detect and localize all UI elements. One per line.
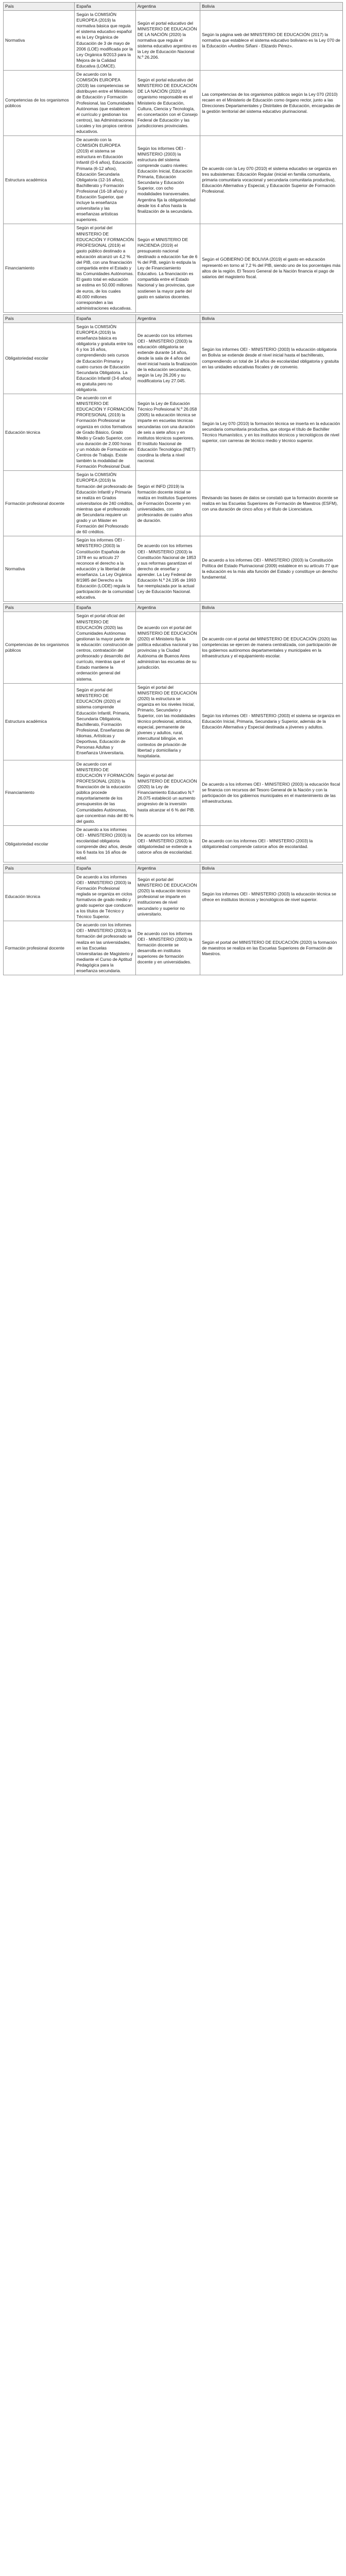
row-label: Formación profesional docente [4,471,75,536]
table-cell: Según la COMISIÓN EUROPEA (2019) la normativa básica que regula el sistema educativo español es la Ley Orgánica de Educación de 3 de mayo de 2006 (LOE) modificada por la Ley Orgánica 8/2013 para la Mejora de la Calidad Educativa (LOMCE). [75,11,136,71]
table-cell: Según la Ley de Educación Técnico Profesional N.º 26.058 (2005) la educación técnica se imparte en escuelas técnicas secundarias con una duración de seis a siete años y en institutos técnicos superiores. El Instituto Nacional de Educación Tecnológica (INET) coordina la oferta a nivel nacional. [135,394,200,471]
table-row [4,394,343,471]
document-page [0,0,346,977]
table-cell: De acuerdo con los informes OEI - MINISTERIO (2003) la educación obligatoria se extiende durante 14 años, desde la sala de 4 años del nivel inicial hasta la finalización de la educación secundaria, según la Ley 26.206 y su modificatoria Ley 27.045. [135,323,200,394]
table-cell: De acuerdo con los informes OEI - MINISTERIO (2003) la formación docente se desarrolla en institutos superiores de formación docente y en universidades. [135,921,200,975]
table-cell: Según el MINISTERIO DE HACIENDA (2019) el presupuesto nacional destinado a educación fue de 6 % del PIB, según lo estipula la Ley de Financiamiento Educativo. La financiación es compartida entre el Estado Nacional y las provincias, que sostienen la mayor parte del gasto en salarios docentes. [135,224,200,312]
table-cell: Según el GOBIERNO DE BOLIVIA (2019) el gasto en educación representó en torno al 7,2 % del PIB, siendo uno de los porcentajes más altos de la región. El Tesoro General de la Nación financia el pago de salarios del magisterio fiscal. [200,224,343,312]
table-row [4,683,343,760]
table-cell: Según el portal del MINISTERIO DE EDUCACIÓN (2020) la educación técnico profesional se imparte en instituciones de nivel secundario y superior no universitario. [135,873,200,921]
table-row [4,224,343,312]
row-label: Educación técnica [4,394,75,471]
row-label: Normativa [4,536,75,602]
comparison-table [3,2,343,313]
table-row [4,921,343,975]
column-header: Argentina [135,865,200,873]
table-cell: Según el portal del MINISTERIO DE EDUCACIÓN (2020) el sistema comprende Educación Infantil, Primaria, Secundaria Obligatoria, Bachillerato, Formación Profesional, Enseñanzas de Idiomas, Artísticas y Deportivas, Educación de Personas Adultas y Enseñanza Universitaria. [75,683,136,760]
column-header: España [75,604,136,612]
table-cell: De acuerdo con los informes OEI - MINISTERIO (2003) la formación del profesorado se realiza en las universidades, en las Escuelas Universitarias de Magisterio y mediante el Curso de Aptitud Pedagógica para la enseñanza secundaria. [75,921,136,975]
table-cell: Según la COMISIÓN EUROPEA (2019) la formación del profesorado de Educación Infantil y Primaria se realiza en Grados universitarios de 240 créditos, mientras que el profesorado de Secundaria requiere un grado y un Máster en Formación del Profesorado de 60 créditos. [75,471,136,536]
table-cell: Según los informes OEI - MINISTERIO (2003) la Constitución Española de 1978 en su artículo 27 reconoce el derecho a la educación y la libertad de enseñanza. La Ley Orgánica 8/1985 del Derecho a la Educación (LODE) regula la participación de la comunidad educativa. [75,536,136,602]
table-cell: De acuerdo a los informes OEI - MINISTERIO (2003) la Formación Profesional reglada se organiza en ciclos formativos de grado medio y grado superior que conducen a los títulos de Técnico y Técnico Superior. [75,873,136,921]
row-label: Financiamiento [4,224,75,312]
table-row [4,471,343,536]
column-header: Bolivia [200,865,343,873]
table-header-row [4,3,343,11]
row-label: Obligatoriedad escolar [4,323,75,394]
table-cell: Según la Ley 070 (2010) la formación técnica se inserta en la educación secundaria comunitaria productiva, que otorga el título de Bachiller Técnico Humanístico, y en los institutos técnicos y tecnológicos de nivel superior, con carreras de técnico medio y técnico superior. [200,394,343,471]
table-cell: De acuerdo con el MINISTERIO DE EDUCACIÓN Y FORMACIÓN PROFESIONAL (2020) la financiación de la educación pública procede mayoritariamente de los presupuestos de las Comunidades Autónomas, que concentran más del 80 % del gasto. [75,760,136,825]
table-row [4,760,343,825]
table-cell: De acuerdo con la Ley 070 (2010) el sistema educativo se organiza en tres subsistemas: Educación Regular (inicial en familia comunitaria, primaria comunitaria vocacional y secundaria comunitaria productiva), Educación Alternativa y Especial, y Educación Superior de Formación Profesional. [200,136,343,224]
column-header: Bolivia [200,314,343,323]
column-header: Argentina [135,3,200,11]
column-header: País [4,314,75,323]
table-row [4,136,343,224]
table-row [4,323,343,394]
column-header: España [75,3,136,11]
table-cell: Según el portal educativo del MINISTERIO DE EDUCACIÓN DE LA NACIÓN (2020) la normativa que regula el sistema educativo argentino es la Ley de Educación Nacional N.º 26.206. [135,11,200,71]
comparison-table [3,603,343,862]
row-label: Estructura académica [4,683,75,760]
table-row [4,873,343,921]
table-cell: Según los informes OEI - MINISTERIO (2003) la educación obligatoria en Bolivia se extiende desde el nivel inicial hasta el bachillerato, comprendiendo un total de 14 años de escolaridad obligatoria y gratuita en las unidades educativas fiscales y de convenio. [200,323,343,394]
table-row [4,11,343,71]
table-cell: De acuerdo con la COMISIÓN EUROPEA (2019) el sistema se estructura en Educación Infantil (0-6 años), Educación Primaria (6-12 años), Educación Secundaria Obligatoria (12-16 años), Bachillerato y Formación Profesional (16-18 años) y Educación Superior, que incluye la enseñanza universitaria y las enseñanzas artísticas superiores. [75,136,136,224]
table-cell: Según los informes OEI - MINISTERIO (2003) la educación técnica se ofrece en institutos técnicos y tecnológicos de nivel superior. [200,873,343,921]
column-header: Argentina [135,604,200,612]
table-cell: Según el portal del MINISTERIO DE EDUCACIÓN (2020) la estructura se organiza en los niveles Inicial, Primario, Secundario y Superior, con las modalidades técnico profesional, artística, especial, permanente de jóvenes y adultos, rural, intercultural bilingüe, en contextos de privación de libertad y domiciliaria y hospitalaria. [135,683,200,760]
table-header-row [4,865,343,873]
column-header: País [4,3,75,11]
table-cell: Según el INFD (2019) la formación docente inicial se realiza en Institutos Superiores de Formación Docente y en universidades, con profesorados de cuatro años de duración. [135,471,200,536]
table-cell: De acuerdo con los informes OEI - MINISTERIO (2003) la obligatoriedad comprende catorce años de escolaridad. [200,825,343,862]
table-row [4,825,343,862]
column-header: Bolivia [200,604,343,612]
table-cell: Según el portal del MINISTERIO DE EDUCACIÓN Y FORMACIÓN PROFESIONAL (2019) el gasto público destinado a educación alcanzó un 4,2 % del PIB, con una financiación compartida entre el Estado y las Comunidades Autónomas. El gasto total en educación se estima en 50.000 millones de euros, de los cuales 40.000 millones corresponden a las administraciones educativas. [75,224,136,312]
table-cell: Según el portal educativo del MINISTERIO DE EDUCACIÓN DE LA NACIÓN (2020) el organismo responsable es el Ministerio de Educación, Cultura, Ciencia y Tecnología, en concertación con el Consejo Federal de Educación y las jurisdicciones provinciales. [135,71,200,136]
table-cell: De acuerdo con los informes OEI - MINISTERIO (2003) la Constitución Nacional de 1853 y sus reformas garantizan el derecho de enseñar y aprender. La Ley Federal de Educación N.º 24.195 de 1993 fue reemplazada por la actual Ley de Educación Nacional. [135,536,200,602]
row-label: Formación profesional docente [4,921,75,975]
table-cell: Revisando las bases de datos se constató que la formación docente se realiza en las Escuelas Superiores de Formación de Maestros (ESFM), con una duración de cinco años y el título de Licenciatura. [200,471,343,536]
table-row [4,612,343,683]
comparison-table [3,314,343,602]
row-label: Educación técnica [4,873,75,921]
table-cell: Según la COMISIÓN EUROPEA (2019) la enseñanza básica es obligatoria y gratuita entre los 6 y los 16 años, comprendiendo seis cursos de Educación Primaria y cuatro cursos de Educación Secundaria Obligatoria. La Educación Infantil (3-6 años) es gratuita pero no obligatoria. [75,323,136,394]
table-cell: De acuerdo a los informes OEI - MINISTERIO (2003) la educación fiscal se financia con recursos del Tesoro General de la Nación y con la participación de los gobiernos municipales en el mantenimiento de las infraestructuras. [200,760,343,825]
table-cell: Según la página web del MINISTERIO DE EDUCACIÓN (2017) la normativa que establece el sistema educativo boliviano es la Ley 070 de la Educación «Avelino Siñani - Elizardo Pérez». [200,11,343,71]
row-label: Obligatoriedad escolar [4,825,75,862]
table-cell: De acuerdo con la COMISIÓN EUROPEA (2019) las competencias se distribuyen entre el Ministerio de Educación y Formación Profesional, las Comunidades Autónomas (que establecen el currículo y gestionan los centros), las Administraciones Locales y los propios centros educativos. [75,71,136,136]
row-label: Financiamiento [4,760,75,825]
column-header: España [75,314,136,323]
table-cell: De acuerdo con los informes OEI - MINISTERIO (2003) la obligatoriedad se extiende a catorce años de escolaridad. [135,825,200,862]
table-header-row [4,604,343,612]
table-row [4,71,343,136]
table-cell: Según el portal del MINISTERIO DE EDUCACIÓN (2020) la formación de maestros se realiza en las Escuelas Superiores de Formación de Maestros. [200,921,343,975]
table-cell: De acuerdo con el MINISTERIO DE EDUCACIÓN Y FORMACIÓN PROFESIONAL (2019) la Formación Profesional se organiza en ciclos formativos de Grado Básico, Grado Medio y Grado Superior, con una duración de 2.000 horas y un módulo de Formación en Centros de Trabajo. Existe también la modalidad de Formación Profesional Dual. [75,394,136,471]
table-cell: Las competencias de los organismos públicos según la Ley 070 (2010) recaen en el Ministerio de Educación como órgano rector, junto a las Direcciones Departamentales y Distritales de Educación, encargadas de la gestión territorial del sistema educativo plurinacional. [200,71,343,136]
table-cell: De acuerdo con el portal del MINISTERIO DE EDUCACIÓN (2020) las competencias se ejercen de manera centralizada, con participación de los gobiernos autónomos departamentales y municipales en la infraestructura y el equipamiento escolar. [200,612,343,683]
table-cell: Según los informes OEI - MINISTERIO (2003) el sistema se organiza en Educación Inicial, Primaria, Secundaria y Superior, además de la Educación Alternativa y Especial destinada a jóvenes y adultos. [200,683,343,760]
row-label: Competencias de los organismos públicos [4,612,75,683]
row-label: Normativa [4,11,75,71]
table-header-row [4,314,343,323]
column-header: Argentina [135,314,200,323]
column-header: España [75,865,136,873]
table-cell: De acuerdo con el portal del MINISTERIO DE EDUCACIÓN (2020) el Ministerio fija la política educativa nacional y las provincias y la Ciudad Autónoma de Buenos Aires administran las escuelas de su jurisdicción. [135,612,200,683]
table-cell: Según los informes OEI - MINISTERIO (2003) la estructura del sistema comprende cuatro niveles: Educación Inicial, Educación Primaria, Educación Secundaria y Educación Superior, con ocho modalidades transversales. Argentina fija la obligatoriedad desde los 4 años hasta la finalización de la secundaria. [135,136,200,224]
column-header: País [4,604,75,612]
table-row [4,536,343,602]
column-header: País [4,865,75,873]
column-header: Bolivia [200,3,343,11]
table-cell: De acuerdo a los informes OEI - MINISTERIO (2003) la Constitución Política del Estado Plurinacional (2009) establece en su artículo 77 que la educación es la más alta función del Estado y constituye un derecho fundamental. [200,536,343,602]
row-label: Estructura académica [4,136,75,224]
table-cell: Según el portal oficial del MINISTERIO DE EDUCACIÓN (2020) las Comunidades Autónomas gestionan la mayor parte de la educación: construcción de centros, contratación del profesorado y desarrollo del currículo, mientras que el Estado mantiene la ordenación general del sistema. [75,612,136,683]
row-label: Competencias de los organismos públicos [4,71,75,136]
table-cell: Según el portal del MINISTERIO DE EDUCACIÓN (2020) la Ley de Financiamiento Educativo N.º 26.075 estableció un aumento progresivo de la inversión hasta alcanzar el 6 % del PIB. [135,760,200,825]
table-cell: De acuerdo a los informes OEI - MINISTERIO (2003) la escolaridad obligatoria comprende diez años, desde los 6 hasta los 16 años de edad. [75,825,136,862]
comparison-table [3,864,343,975]
